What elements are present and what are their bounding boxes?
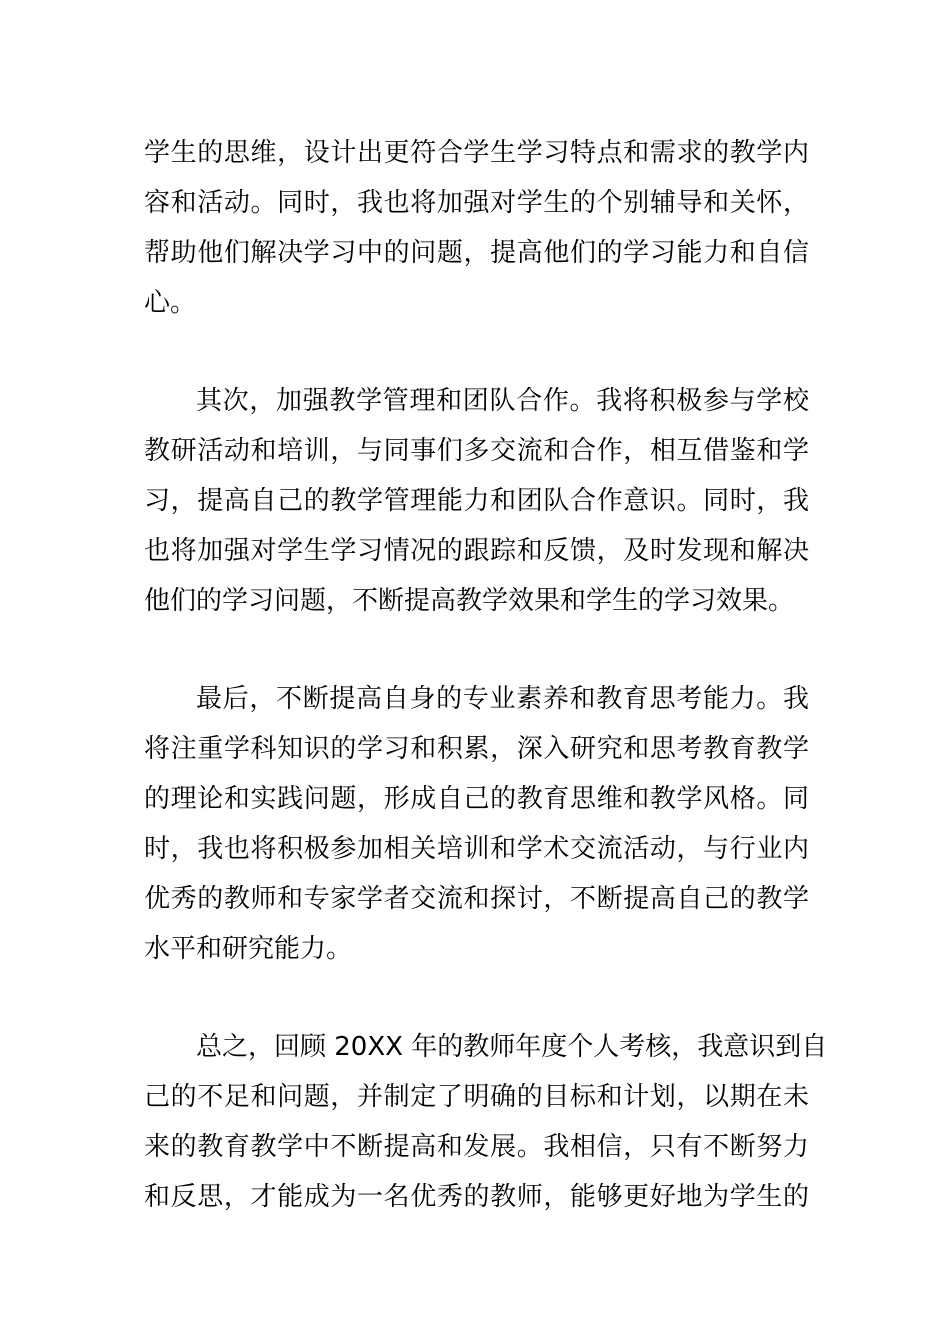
paragraph-line: 总之，回顾 20XX 年的教师年度个人考核，我意识到自 [196, 1032, 828, 1062]
paragraph-line: 优秀的教师和专家学者交流和探讨，不断提高自己的教学 [144, 884, 809, 914]
paragraph-line: 和反思，才能成为一名优秀的教师，能够更好地为学生的 [144, 1182, 809, 1212]
paragraph-line: 心。 [144, 288, 197, 318]
paragraph-2 [144, 376, 809, 626]
paragraph-line: 己的不足和问题，并制定了明确的目标和计划，以期在未 [144, 1082, 809, 1112]
paragraph-line: 水平和研究能力。 [144, 934, 353, 964]
paragraph-line: 容和活动。同时，我也将加强对学生的个别辅导和关怀， [144, 188, 809, 218]
paragraph-line: 教研活动和培训，与同事们多交流和合作，相互借鉴和学 [144, 436, 809, 466]
paragraph-1 [144, 128, 809, 328]
paragraph-line: 最后，不断提高自身的专业素养和教育思考能力。我 [196, 684, 809, 714]
paragraph-line: 也将加强对学生学习情况的跟踪和反馈，及时发现和解决 [144, 536, 809, 566]
paragraph-line: 其次，加强教学管理和团队合作。我将积极参与学校 [196, 386, 809, 416]
paragraph-line: 时，我也将积极参加相关培训和学术交流活动，与行业内 [144, 834, 809, 864]
paragraph-4 [144, 1022, 828, 1222]
paragraph-line: 的理论和实践问题，形成自己的教育思维和教学风格。同 [144, 784, 809, 814]
paragraph-line: 他们的学习问题，不断提高教学效果和学生的学习效果。 [144, 586, 795, 616]
paragraph-line: 学生的思维，设计出更符合学生学习特点和需求的教学内 [144, 138, 809, 168]
paragraph-line: 来的教育教学中不断提高和发展。我相信，只有不断努力 [144, 1132, 809, 1162]
paragraph-line: 习，提高自己的教学管理能力和团队合作意识。同时，我 [144, 486, 809, 516]
paragraph-line: 将注重学科知识的学习和积累，深入研究和思考教育教学 [144, 734, 809, 764]
paragraph-line: 帮助他们解决学习中的问题，提高他们的学习能力和自信 [144, 238, 809, 268]
paragraph-3 [144, 674, 809, 974]
